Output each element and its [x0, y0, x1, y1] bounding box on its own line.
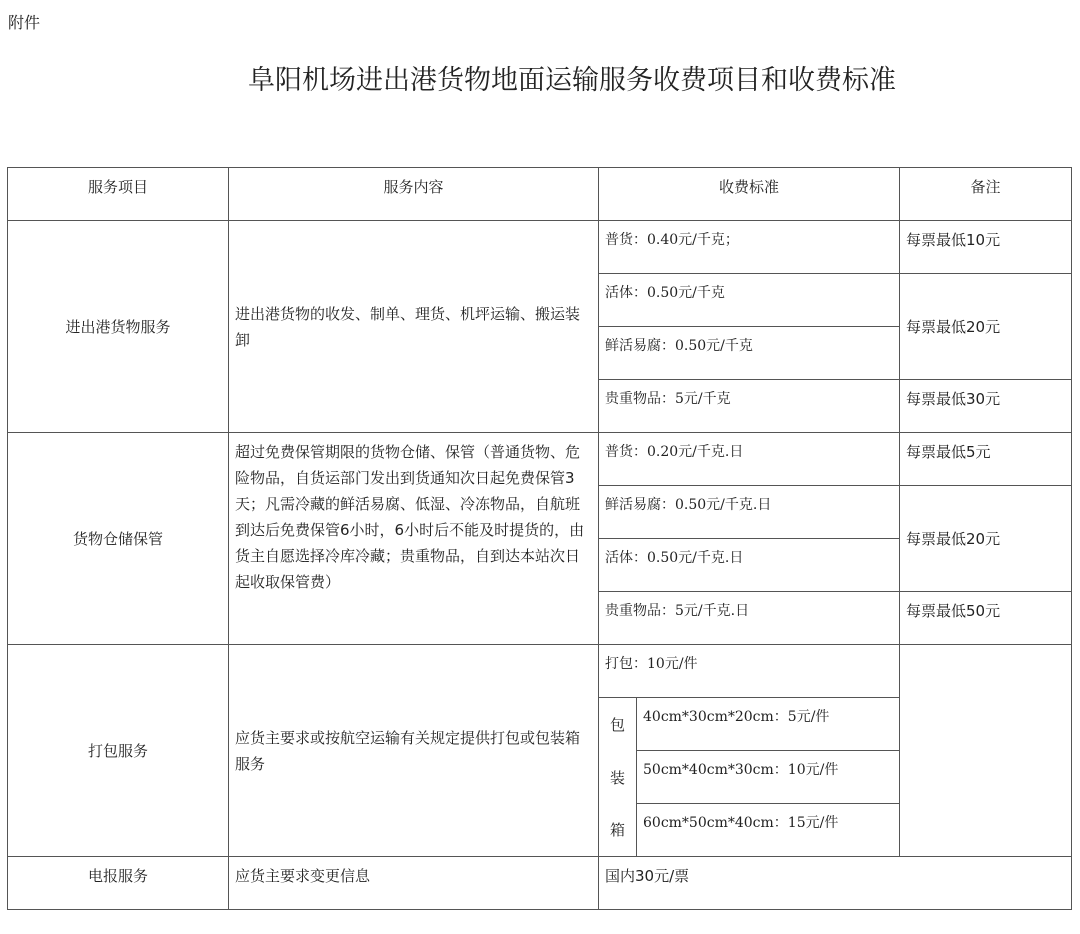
- table-row: [8, 433, 1072, 486]
- section4-item: 电报服务: [8, 857, 229, 910]
- section2-fee-2: 活体：0.50元/千克.日: [599, 539, 900, 592]
- section2-fee-1: 鲜活易腐：0.50元/千克.日: [599, 486, 900, 539]
- section2-remark-1: 每票最低20元: [900, 486, 1072, 592]
- section3-box-fee-1: 50cm*40cm*30cm：10元/件: [637, 751, 900, 804]
- section3-box-fee-0: 40cm*30cm*20cm：5元/件: [637, 698, 900, 751]
- section1-remark-2: 每票最低30元: [900, 380, 1072, 433]
- section1-content: 进出港货物的收发、制单、理货、机坪运输、搬运装卸: [229, 221, 599, 433]
- table-row: [8, 645, 1072, 698]
- section2-item: 货物仓储保管: [8, 433, 229, 645]
- section3-content: 应货主要求或按航空运输有关规定提供打包或包装箱服务: [229, 645, 599, 857]
- section3-remark-empty: [900, 645, 1072, 857]
- box-char-1: 装: [599, 751, 637, 804]
- section1-remark-0: 每票最低10元: [900, 221, 1072, 274]
- section2-remark-0: 每票最低5元: [900, 433, 1072, 486]
- box-char-0: 包: [599, 698, 637, 751]
- section2-fee-0: 普货：0.20元/千克.日: [599, 433, 900, 486]
- table-row: [8, 857, 1072, 910]
- section3-item: 打包服务: [8, 645, 229, 857]
- header-remark: 备注: [900, 168, 1072, 221]
- fee-table: [7, 167, 1072, 910]
- section1-item: 进出港货物服务: [8, 221, 229, 433]
- section1-fee-2: 鲜活易腐：0.50元/千克: [599, 327, 900, 380]
- section3-box-fee-2: 60cm*50cm*40cm：15元/件: [637, 804, 900, 857]
- section1-fee-1: 活体：0.50元/千克: [599, 274, 900, 327]
- table-header-row: [8, 168, 1072, 221]
- section3-pack-fee: 打包：10元/件: [599, 645, 900, 698]
- attachment-label: 附件: [8, 13, 41, 32]
- table-row: [8, 221, 1072, 274]
- section2-remark-2: 每票最低50元: [900, 592, 1072, 645]
- box-char-2: 箱: [599, 804, 637, 857]
- section4-content: 应货主要求变更信息: [229, 857, 599, 910]
- document-title: 阜阳机场进出港货物地面运输服务收费项目和收费标准: [248, 65, 896, 96]
- section1-fee-0: 普货：0.40元/千克；: [599, 221, 900, 274]
- section1-fee-3: 贵重物品：5元/千克: [599, 380, 900, 433]
- header-fee-standard: 收费标准: [599, 168, 900, 221]
- section4-fee: 国内30元/票: [599, 857, 1072, 910]
- section2-content: 超过免费保管期限的货物仓储、保管（普通货物、危险物品，自货运部门发出到货通知次日起免费保管3天；凡需冷藏的鲜活易腐、低湿、冷冻物品，自航班到达后免费保管6小时，6小时后不能及时提货的，由货主自愿选择冷库冷藏；贵重物品，自到达本站次日起收取保管费）: [229, 433, 599, 645]
- header-service-content: 服务内容: [229, 168, 599, 221]
- section2-fee-3: 贵重物品：5元/千克.日: [599, 592, 900, 645]
- header-service-item: 服务项目: [8, 168, 229, 221]
- section1-remark-1: 每票最低20元: [900, 274, 1072, 380]
